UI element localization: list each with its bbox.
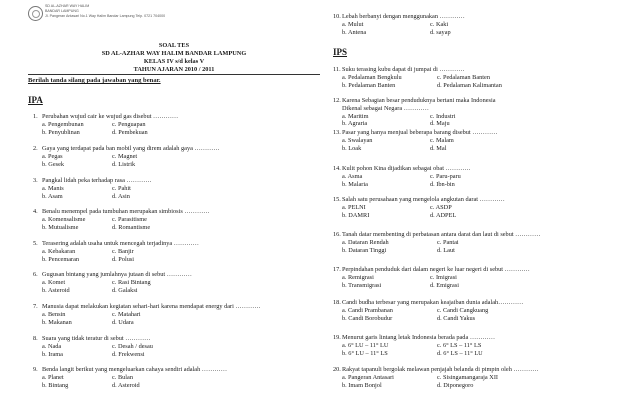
question-text: Manusia dapat melakukan kegiatan sehari-hari karena mendapat energy dari ………… [42,303,261,310]
answer-option[interactable]: a. Dataran Rendah [342,238,389,246]
answer-option[interactable]: c. Magnet [112,152,138,160]
answer-option[interactable]: a. Remigrasi [342,273,374,281]
answer-option[interactable]: b. Pencemaran [42,255,80,263]
question-item [33,113,212,136]
answer-option[interactable]: a. Candi Prambanan [342,306,393,314]
question-number: 10. [333,13,341,20]
question-item [33,335,212,358]
answer-options [333,204,540,220]
question-item [333,334,547,357]
answer-option[interactable]: a. Kebakaran [42,247,76,255]
question-text: Rakyat tapanuli bergolak melawan penjajah belanda di pimpin oleh ………… [342,366,539,373]
question-stem [333,231,547,239]
answer-option[interactable]: b. Bintang [42,381,69,389]
question-stem [333,266,540,274]
answer-option[interactable]: d. Pembekuan [112,128,148,136]
answer-option[interactable]: b. Imam Bonjol [342,381,382,389]
question-item [333,366,547,389]
question-stem [333,299,547,307]
answer-option[interactable]: d. Asin [112,192,130,200]
question-stem [33,113,212,121]
question-stem [33,366,227,374]
answer-option[interactable]: c. Industri [430,112,456,120]
question-number: 11. [333,66,341,73]
answer-option[interactable]: d. Frekwensi [112,350,145,358]
instruction-text: Berilah tanda silang pada jawaban yang benar. [28,77,161,84]
letterhead-line: SD AL-AZHAR WAY HALIM [45,4,90,8]
answer-option[interactable]: a. Asma [342,172,363,180]
title-line: SD AL-AZHAR WAY HALIM BANDAR LAMPUNG [101,50,247,57]
answer-option[interactable]: d. Polusi [112,255,135,263]
answer-option[interactable]: d. sayap [430,28,451,36]
answer-option[interactable]: b. Makanan [42,318,72,326]
answer-option[interactable]: b. Candi Borobudur [342,314,393,322]
answer-option[interactable]: a. Manis [42,184,64,192]
question-item [33,177,212,200]
question-item [333,97,540,128]
question-item [33,271,212,294]
question-number: 6. [33,271,38,278]
answer-options [333,239,547,255]
answer-option[interactable]: d. Ibn-bin [430,180,455,188]
question-item [333,165,540,188]
question-text: Tanah datar membenting di perbatasan antara darat dan laut di sebut ………… [342,231,541,238]
question-text: Perubahan wujud cair ke wujud gas disebut ………… [42,113,179,120]
answer-option[interactable]: d. ADPEL [430,211,457,219]
answer-options [33,343,212,359]
answer-option[interactable]: a. PELNI [342,203,366,211]
question-text: Gugusan bintang yang jumlahnya jutaan di sebut ………… [42,271,192,278]
answer-option[interactable]: c. Rasi Bintang [112,278,151,286]
answer-option[interactable]: c. 6° LS – 11° LS [437,341,482,349]
question-number: 5. [33,240,38,247]
question-text: Salah satu perusahaan yang mengelola angkutan darat ………… [342,196,505,203]
answer-option[interactable]: a. Swalayan [342,136,373,144]
question-text: Pangkal lidah peka terhadap rasa ………… [42,177,152,184]
answer-option[interactable]: b. Pedalaman Banten [342,81,396,89]
answer-option[interactable]: c. Bulan [112,373,133,381]
question-stem [33,240,212,248]
answer-option[interactable]: c. Pedalaman Banten [437,73,490,81]
question-item [33,145,220,168]
answer-option[interactable]: c. Candi Cangkuang [437,306,489,314]
question-text: Suku terasing kubu dapat di jumpai di ………… [342,66,465,73]
answer-option[interactable]: a. Pedalaman Bengkulu [342,73,402,81]
answer-options [333,113,540,129]
answer-option[interactable]: d. Asteroid [112,381,140,389]
answer-options [33,248,212,264]
question-number: 18. [333,299,341,306]
question-number: 8. [33,335,38,342]
question-stem [333,97,540,105]
answer-option[interactable]: d. Laut [437,246,455,254]
question-item [33,208,212,231]
question-stem [33,145,220,153]
question-text: Kulit pohon Kina dijadikan sebagai obat ………… [342,165,471,172]
question-text: Perpindahan penduduk dari dalam negeri ke luar negeri di sebut ………… [342,266,530,273]
answer-option[interactable]: d. Candi Yakus [437,314,476,322]
answer-option[interactable]: a. Nada [42,342,62,350]
answer-options [333,342,547,358]
question-stem [33,271,212,279]
question-stem [33,177,212,185]
question-stem [333,366,547,374]
header-divider [28,74,320,75]
question-number: 16. [333,231,341,238]
answer-option[interactable]: b. Gesek [42,160,65,168]
question-stem [333,13,540,21]
question-stem [33,335,212,343]
answer-option[interactable]: c. Matahari [112,310,141,318]
question-text: Candi budha terbesar yang merupakan keajaiban dunia adalah………… [342,299,524,306]
answer-options [333,307,547,323]
answer-option[interactable]: a. Komensalisme [42,215,86,223]
letterhead-line: BANDAR LAMPUNG [45,9,79,13]
question-stem [333,165,540,173]
answer-option[interactable]: c. Sisingamangaraja XII [437,373,499,381]
answer-option[interactable]: a. Pegas [42,152,63,160]
answer-options [333,137,540,153]
answer-options [33,185,212,201]
question-item [333,299,547,322]
question-item [333,266,540,289]
answer-option[interactable]: c. Pahit [112,184,131,192]
title-line: TAHUN AJARAN 2010 / 2011 [133,66,215,73]
question-number: 19. [333,334,341,341]
answer-option[interactable]: c. Kaki [430,20,449,28]
answer-option[interactable]: d. Listrik [112,160,136,168]
answer-option[interactable]: a. 6° LU – 11° LU [342,341,389,349]
answer-options [333,21,540,37]
answer-options [33,374,227,390]
answer-option[interactable]: a. Pengembunan [42,120,84,128]
answer-option[interactable]: d. Galaksi [112,286,138,294]
question-number: 15. [333,196,341,203]
answer-options [333,374,547,390]
question-text: Gaya yang terdapat pada ban mobil yang direm adalah gaya ………… [42,145,220,152]
answer-options [33,121,212,137]
question-item [333,66,547,89]
question-text: Karena Sebagian besar penduduknya bertani maka Indonesia [342,97,496,104]
question-text: Benda langit berikut yang mengeluarkan cahaya sendiri adalah ………… [42,366,227,373]
answer-option[interactable]: b. Antena [342,28,367,36]
question-number: 4. [33,208,38,215]
question-number: 20. [333,366,341,373]
answer-option[interactable]: a. Komet [42,278,66,286]
question-item [333,13,540,36]
answer-option[interactable]: c. Parasitisme [112,215,147,223]
answer-options [333,173,540,189]
answer-options [333,74,547,90]
answer-option[interactable]: c. ASDP [430,203,452,211]
question-stem [333,66,547,74]
question-stem [333,129,540,137]
question-stem [333,196,540,204]
question-item [33,303,261,326]
answer-option[interactable]: a. Mulut [342,20,364,28]
title-line: SOAL TES [158,42,190,49]
question-number: 2. [33,145,38,152]
answer-option[interactable]: d. Udara [112,318,134,326]
section-title-ipa: IPA [28,95,43,105]
question-stem [33,208,212,216]
question-number: 17. [333,266,341,273]
answer-option[interactable]: b. Asteroid [42,286,70,294]
answer-options [33,216,212,232]
question-item [33,366,227,389]
question-number: 1. [33,113,38,120]
answer-option[interactable]: d. Romantisme [112,223,151,231]
answer-options [33,311,261,327]
answer-option[interactable]: c. Desah / desau [112,342,153,350]
answer-option[interactable]: c. Banjir [112,247,134,255]
question-number: 14. [333,165,341,172]
answer-option[interactable]: b. Mutualisme [42,223,79,231]
answer-option[interactable]: b. 6° LU – 11° LS [342,349,388,357]
question-item [333,231,547,254]
question-text: Menurut garis lintang letak Indonesia berada pada ………… [342,334,496,341]
title-line: KELAS IV s/d kelas V [143,58,205,65]
school-letterhead [45,4,165,19]
answer-option[interactable]: b. Malaria [342,180,368,188]
question-stem [33,303,261,311]
answer-option[interactable]: b. Penyublinan [42,128,80,136]
question-item [33,240,212,263]
answer-option[interactable]: b. Dataran Tinggi [342,246,387,254]
answer-option[interactable]: d. Emigrasi [430,281,460,289]
question-number: 3. [33,177,38,184]
answer-option[interactable]: a. Planet [42,373,64,381]
answer-option[interactable]: d. Maju [430,120,450,128]
answer-option[interactable]: b. Irama [42,350,63,358]
question-number: 12. [333,97,341,104]
answer-option[interactable]: c. Penguapan [112,120,146,128]
question-number: 7. [33,303,38,310]
question-stem [333,334,547,342]
answer-option[interactable]: a. Maritim [342,112,369,120]
question-item [333,196,540,219]
question-item [333,129,540,152]
answer-option[interactable]: b. Transmigrasi [342,281,382,289]
answer-option[interactable]: a. Bensin [42,310,66,318]
answer-option[interactable]: d. Mal [430,144,447,152]
answer-options [33,279,212,295]
question-text-continued: Dikenal sebagai Negara ………… [342,104,429,112]
question-text: Suara yang tidak teratur di sebut ………… [42,335,151,342]
question-text: Benalu menempel pada tumbuhan merupakan simbiosis ………… [42,208,210,215]
answer-option[interactable]: b. Asam [42,192,63,200]
answer-option[interactable]: c. Imigrasi [430,273,457,281]
answer-options [33,153,220,169]
answer-option[interactable]: d. Diponegoro [437,381,474,389]
question-text: Lebah berbanyi dengan menggunakan ………… [342,13,465,20]
question-number: 9. [33,366,38,373]
answer-option[interactable]: d. Pedalaman Kalimantan [437,81,502,89]
answer-option[interactable]: c. Malam [430,136,454,144]
section-title-ips: IPS [333,47,348,57]
answer-option[interactable]: b. DAMRI [342,211,370,219]
answer-option[interactable]: c. Paru-paru [430,172,461,180]
question-text: Terasering adalah usaha untuk mencegah terjadinya ………… [42,240,199,247]
exam-title [28,42,320,74]
question-number: 13. [333,129,341,136]
answer-option[interactable]: d. 6° LS – 11° LU [437,349,483,357]
letterhead-line: Jl. Pangeran Antasari No.1 Way Halim Bandar Lampung Telp. 0721 704000 [45,14,166,18]
answer-option[interactable]: b. Loak [342,144,362,152]
answer-option[interactable]: a. Pangeran Antasari [342,373,394,381]
question-text: Pasar yang hanya menjual beberapa barang disebut ………… [342,129,498,136]
answer-option[interactable]: b. Agraria [342,120,368,128]
answer-options [333,274,540,290]
answer-option[interactable]: c. Pantai [437,238,459,246]
school-logo [28,6,43,21]
